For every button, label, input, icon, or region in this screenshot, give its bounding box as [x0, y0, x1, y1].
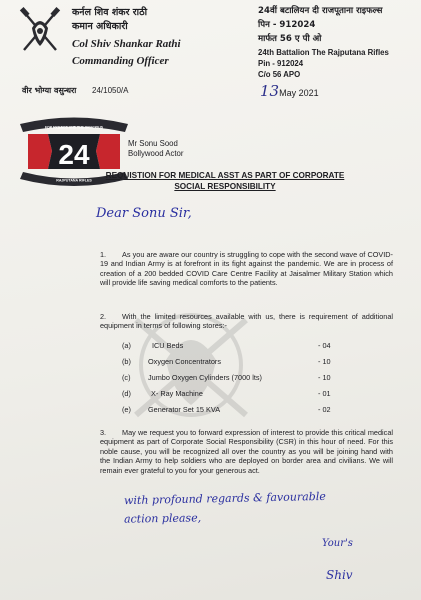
- paragraph-3: May we request you to forward expression of interest to provide this critical medical equipment as part of Corporate Social Responsibility (CSR) in this hour of need. For this noble cause, you will be recognized all over the country as you will be joining hand with the Indian Army to help soldiers who are deployed on border area and civilians. We will remain ever grateful to you for your generous act.: [100, 428, 393, 475]
- paragraph-1-number: 1.: [100, 250, 107, 259]
- hindi-battalion: 24वीं बटालियन दी राजपूताना राइफल्स: [258, 6, 383, 16]
- paragraph-1: As you are aware our country is struggling to cope with the second wave of COVID-19 and Indian Army is at forefront in its fight against the pandemic. We are in process of creation of a 200 bedded COVID Care Centre Facility at Jaisalmer Military Station which will provide life saving medical comforts to the patients.: [100, 250, 393, 288]
- item-c-letter: (c): [122, 373, 131, 382]
- item-b-name: Oxygen Concentrators: [148, 357, 222, 366]
- item-c-qty: - 10: [318, 373, 331, 382]
- subject: [60, 170, 390, 192]
- officer-title: Commanding Officer: [72, 55, 169, 67]
- date-month-year: May 2021: [279, 88, 319, 98]
- letter-date: [260, 82, 319, 100]
- subject-line-2: SOCIAL RESPONSIBILITY: [174, 182, 276, 191]
- hindi-officer-title: कमान अधिकारी: [72, 21, 128, 32]
- motto: वीर भोग्या वसुन्धरा: [22, 86, 77, 95]
- paragraph-2-number: 2.: [100, 312, 107, 321]
- item-a-name: ICU Beds: [152, 341, 184, 350]
- subject-line-1: REQUISTION FOR MEDICAL ASST AS PART OF CORPORATE: [105, 171, 345, 180]
- hindi-officer-name: कर्नल शिव शंकर राठी: [72, 7, 148, 18]
- item-d-name: X- Ray Machine: [151, 389, 203, 398]
- pin: Pin - 912024: [258, 59, 304, 68]
- item-d-qty: - 01: [318, 389, 331, 398]
- date-day: 13: [260, 82, 280, 100]
- reference-number: 24/1050/A: [92, 86, 129, 95]
- item-e-letter: (e): [122, 405, 131, 414]
- crest-number: 24: [58, 139, 90, 170]
- recipient-name: Mr Sonu Sood: [128, 139, 178, 148]
- battalion: 24th Battalion The Rajputana Rifles: [258, 48, 389, 57]
- officer-name: Col Shiv Shankar Rathi: [72, 38, 181, 50]
- signature: Shiv: [326, 568, 353, 582]
- hindi-pin: पिन - 912024: [258, 20, 316, 30]
- crest-bottom-text: RAJPUTANA RIFLES: [56, 178, 92, 183]
- handwritten-note-line-2: action please,: [123, 511, 202, 526]
- item-d-letter: (d): [122, 389, 131, 398]
- hindi-apo: मार्फत 56 ए पी ओ: [258, 34, 322, 44]
- item-b-letter: (b): [122, 357, 131, 366]
- item-a-letter: (a): [122, 341, 131, 350]
- apo: C/o 56 APO: [258, 70, 301, 79]
- paragraph-2: With the limited resources available with us, there is requirement of additional equipment in terms of following stores:-: [100, 312, 393, 331]
- item-e-name: Generator Set 15 KVA: [148, 405, 221, 414]
- item-c-name: Jumbo Oxygen Cylinders (7000 lts): [148, 373, 262, 382]
- recipient-designation: Bollywood Actor: [128, 149, 184, 158]
- handwritten-closing: Your's: [322, 538, 353, 549]
- item-a-qty: - 04: [318, 341, 331, 350]
- item-e-qty: - 02: [318, 405, 331, 414]
- item-b-qty: - 10: [318, 357, 331, 366]
- regimental-emblem: [18, 6, 62, 58]
- crest-top-text: FOR FRIENDS AND THE GRACIOUS: [44, 125, 104, 130]
- salutation: Dear Sonu Sir,: [96, 206, 192, 221]
- paragraph-3-number: 3.: [100, 428, 107, 437]
- handwritten-note-line-1: with profound regards & favourable: [123, 489, 326, 508]
